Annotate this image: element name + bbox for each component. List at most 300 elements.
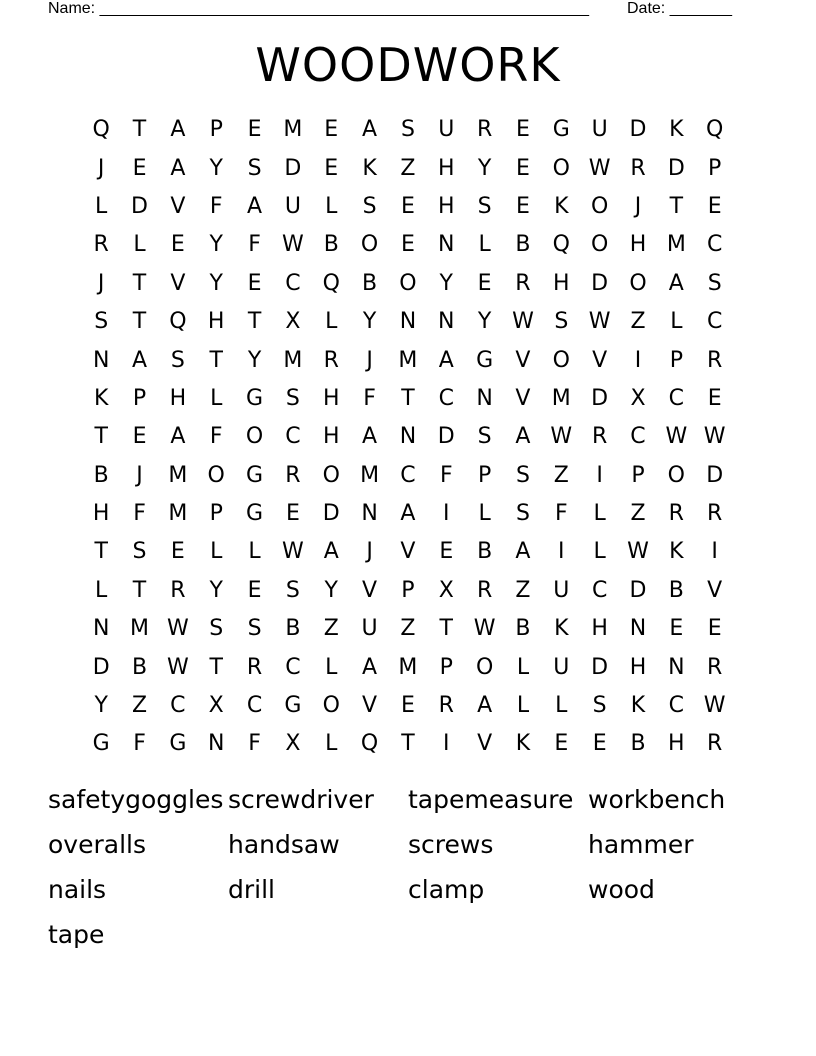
word-bank-item: clamp (408, 875, 485, 904)
grid-letter: L (95, 193, 108, 219)
grid-letter: Y (94, 693, 108, 719)
grid-letter: V (515, 347, 531, 373)
grid-letter: A (362, 654, 378, 680)
grid-letter: B (515, 232, 531, 258)
grid-letter: W (282, 539, 304, 565)
grid-letter: Y (439, 270, 453, 296)
grid-row (82, 648, 734, 686)
grid-letter: L (516, 693, 530, 719)
grid-letter: Q (360, 731, 379, 757)
grid-letter: O (590, 232, 609, 258)
grid-letter: Q (552, 232, 570, 258)
grid-letter: O (590, 193, 609, 219)
grid-letter: E (669, 616, 684, 642)
grid-row (82, 226, 734, 264)
grid-letter: D (92, 654, 110, 680)
grid-letter: Z (400, 155, 416, 181)
grid-letter: E (170, 232, 185, 258)
grid-letter: L (555, 693, 568, 719)
grid-letter: A (362, 117, 378, 143)
grid-letter: Y (209, 577, 223, 603)
grid-letter: G (246, 385, 264, 411)
grid-letter: I (558, 539, 565, 565)
grid-letter: D (322, 501, 340, 527)
grid-letter: X (208, 693, 224, 719)
grid-letter: F (554, 501, 568, 527)
grid-letter: X (285, 309, 301, 335)
grid-letter: A (131, 347, 148, 373)
grid-letter: L (133, 232, 146, 258)
word-bank-item: screwdriver (228, 785, 374, 814)
grid-letter: T (132, 270, 147, 296)
grid-letter: O (399, 270, 417, 296)
word-bank-item: tapemeasure (408, 785, 574, 814)
word-bank-item: drill (228, 875, 275, 904)
grid-letter: O (207, 462, 225, 488)
grid-letter: A (515, 539, 531, 565)
grid-letter: C (630, 424, 646, 450)
grid-letter: N (438, 309, 455, 335)
grid-letter: K (669, 117, 684, 143)
grid-row (82, 265, 734, 303)
grid-letter: U (438, 117, 455, 143)
grid-letter: H (668, 731, 685, 757)
grid-letter: G (92, 731, 110, 757)
grid-letter: N (438, 232, 455, 258)
grid-letter: Q (706, 117, 724, 143)
grid-letter: S (592, 693, 607, 719)
grid-letter: A (477, 693, 493, 719)
grid-letter: U (284, 193, 301, 219)
grid-letter: Y (362, 309, 377, 335)
grid-letter: W (703, 424, 726, 450)
grid-letter: E (285, 501, 300, 527)
grid-row (82, 610, 734, 648)
grid-letter: W (166, 654, 189, 680)
grid-letter: P (132, 385, 147, 411)
grid-letter: B (477, 539, 493, 565)
grid-letter: Z (553, 462, 569, 488)
grid-letter: H (92, 501, 110, 527)
grid-letter: J (97, 270, 105, 296)
grid-letter: P (401, 577, 415, 603)
grid-letter: A (170, 155, 186, 181)
grid-letter: B (362, 270, 378, 296)
grid-letter: E (439, 539, 454, 565)
grid-letter: D (591, 270, 609, 296)
grid-letter: S (247, 155, 262, 181)
grid-letter: B (285, 616, 301, 642)
grid-letter: T (209, 347, 223, 373)
name-field-label: Name: _______________________________________________________ (48, 0, 589, 17)
grid-letter: J (366, 347, 373, 373)
grid-letter: O (629, 270, 647, 296)
grid-letter: A (247, 193, 263, 219)
grid-letter: C (591, 577, 608, 603)
grid-letter: M (360, 462, 380, 488)
grid-letter: G (476, 347, 494, 373)
grid-row (82, 533, 734, 571)
grid-letter: D (706, 462, 724, 488)
grid-letter: L (478, 501, 491, 527)
grid-letter: W (665, 424, 688, 450)
grid-letter: Q (169, 309, 187, 335)
grid-letter: Z (630, 501, 646, 527)
word-bank-item: safetygoggles (48, 785, 224, 814)
grid-letter: H (437, 155, 455, 181)
grid-letter: O (322, 693, 340, 719)
grid-letter: Q (92, 117, 110, 143)
grid-letter: C (706, 309, 723, 335)
grid-letter: D (629, 117, 647, 143)
grid-letter: G (284, 693, 302, 719)
grid-letter: G (169, 731, 187, 757)
grid-letter: G (246, 462, 264, 488)
word-bank (48, 777, 768, 957)
grid-letter: J (634, 193, 642, 219)
grid-letter: P (209, 117, 223, 143)
grid-letter: A (323, 539, 339, 565)
grid-letter: F (133, 731, 146, 757)
grid-letter: E (592, 731, 607, 757)
grid-letter: E (247, 577, 262, 603)
grid-letter: I (443, 501, 450, 527)
grid-letter: B (323, 232, 339, 258)
grid-letter: O (360, 232, 379, 258)
grid-letter: E (132, 155, 147, 181)
grid-letter: C (668, 385, 685, 411)
grid-letter: C (706, 232, 723, 258)
grid-letter: Q (322, 270, 340, 296)
grid-letter: L (248, 539, 261, 565)
grid-letter: U (553, 577, 570, 603)
grid-letter: I (711, 539, 718, 565)
grid-letter: H (207, 309, 225, 335)
grid-letter: K (630, 693, 646, 719)
grid-letter: W (703, 693, 726, 719)
grid-letter: E (516, 155, 530, 181)
grid-letter: J (136, 462, 143, 488)
grid-letter: A (170, 424, 186, 450)
grid-letter: O (552, 155, 570, 181)
grid-letter: C (285, 654, 301, 680)
grid-letter: P (439, 654, 453, 680)
grid-letter: M (283, 117, 303, 143)
grid-letter: Z (515, 577, 531, 603)
word-bank-item: screws (408, 830, 494, 859)
grid-letter: S (247, 616, 262, 642)
grid-letter: V (477, 731, 493, 757)
grid-letter: L (670, 309, 683, 335)
grid-letter: L (325, 193, 338, 219)
grid-letter: D (591, 385, 609, 411)
grid-letter: D (437, 424, 455, 450)
grid-letter: R (246, 654, 263, 680)
grid-letter: D (629, 577, 647, 603)
grid-letter: L (95, 577, 108, 603)
grid-letter: V (170, 270, 186, 296)
grid-letter: T (401, 385, 415, 411)
grid-letter: E (400, 193, 415, 219)
grid-letter: T (401, 731, 415, 757)
grid-letter: O (475, 654, 494, 680)
grid-letter: Y (209, 232, 223, 258)
word-bank-item: handsaw (228, 830, 340, 859)
grid-letter: T (94, 539, 108, 565)
grid-letter: Y (477, 309, 492, 335)
grid-row (82, 149, 734, 187)
grid-letter: A (362, 424, 378, 450)
grid-letter: S (362, 193, 377, 219)
grid-letter: W (550, 424, 573, 450)
grid-letter: F (439, 462, 453, 488)
grid-letter: G (552, 117, 570, 143)
grid-letter: T (247, 309, 262, 335)
grid-letter: O (245, 424, 264, 450)
grid-letter: S (477, 424, 492, 450)
grid-letter: F (248, 731, 261, 757)
grid-letter: F (209, 193, 223, 219)
grid-letter: E (247, 270, 262, 296)
grid-letter: X (438, 577, 454, 603)
grid-letter: V (592, 347, 608, 373)
grid-letter: E (132, 424, 147, 450)
grid-letter: F (248, 232, 261, 258)
grid-letter: U (591, 117, 608, 143)
grid-letter: E (707, 385, 722, 411)
grid-letter: Z (630, 309, 646, 335)
grid-letter: M (398, 654, 418, 680)
grid-letter: E (400, 232, 415, 258)
grid-letter: E (554, 731, 569, 757)
grid-letter: L (478, 232, 491, 258)
grid-letter: N (629, 616, 647, 642)
grid-letter: W (473, 616, 496, 642)
grid-letter: A (170, 117, 186, 143)
grid-letter: C (246, 693, 263, 719)
word-bank-item: hammer (588, 830, 694, 859)
grid-letter: H (629, 232, 647, 258)
grid-letter: E (400, 693, 415, 719)
grid-letter: I (634, 347, 642, 373)
grid-letter: V (362, 577, 378, 603)
grid-letter: K (93, 385, 109, 411)
grid-letter: D (667, 155, 685, 181)
grid-letter: R (707, 731, 723, 757)
grid-letter: F (363, 385, 376, 411)
grid-letter: A (515, 424, 531, 450)
grid-letter: E (707, 193, 722, 219)
grid-letter: S (477, 193, 492, 219)
grid-letter: M (398, 347, 418, 373)
grid-letter: S (170, 347, 185, 373)
grid-letter: C (285, 270, 301, 296)
grid-letter: C (400, 462, 416, 488)
grid-letter: N (92, 616, 110, 642)
grid-row (82, 303, 734, 341)
grid-letter: L (325, 654, 338, 680)
grid-letter: E (707, 616, 722, 642)
grid-letter: E (516, 117, 530, 143)
grid-letter: Y (324, 577, 338, 603)
grid-letter: R (476, 117, 493, 143)
grid-letter: S (515, 501, 530, 527)
grid-letter: W (588, 309, 611, 335)
grid-letter: S (209, 616, 224, 642)
grid-letter: C (438, 385, 454, 411)
grid-letter: H (169, 385, 187, 411)
grid-letter: R (93, 232, 109, 258)
grid-letter: L (593, 539, 606, 565)
grid-letter: Y (209, 270, 223, 296)
grid-letter: T (132, 117, 147, 143)
grid-letter: L (325, 731, 338, 757)
grid-letter: P (669, 347, 683, 373)
grid-letter: L (210, 385, 223, 411)
letter-grid (82, 111, 734, 764)
grid-letter: D (284, 155, 302, 181)
grid-letter: R (515, 270, 531, 296)
grid-letter: H (322, 385, 340, 411)
grid-letter: M (168, 501, 188, 527)
grid-letter: M (551, 385, 571, 411)
grid-letter: H (553, 270, 570, 296)
grid-letter: E (516, 193, 530, 219)
grid-letter: P (477, 462, 492, 488)
grid-letter: K (554, 193, 569, 219)
grid-row (82, 111, 734, 149)
grid-letter: M (666, 232, 686, 258)
word-bank-item: workbench (588, 785, 726, 814)
grid-letter: W (166, 616, 189, 642)
grid-letter: Y (247, 347, 262, 373)
grid-letter: F (133, 501, 146, 527)
grid-letter: K (515, 731, 531, 757)
grid-row (82, 341, 734, 379)
grid-letter: V (362, 693, 378, 719)
grid-letter: L (516, 654, 530, 680)
grid-letter: E (324, 117, 339, 143)
grid-letter: O (322, 462, 340, 488)
grid-row (82, 457, 734, 495)
puzzle-title: WOODWORK (255, 38, 561, 92)
grid-letter: R (438, 693, 454, 719)
grid-letter: J (366, 539, 373, 565)
grid-letter: Y (209, 155, 223, 181)
grid-letter: L (593, 501, 606, 527)
grid-row (82, 188, 734, 226)
grid-letter: I (596, 462, 603, 488)
grid-letter: Z (400, 616, 416, 642)
grid-letter: A (668, 270, 684, 296)
grid-row (82, 380, 734, 418)
grid-letter: R (170, 577, 186, 603)
grid-letter: O (667, 462, 685, 488)
grid-letter: I (443, 731, 450, 757)
grid-letter: N (399, 309, 417, 335)
grid-letter: E (477, 270, 492, 296)
grid-letter: T (132, 309, 147, 335)
grid-letter: Y (477, 155, 492, 181)
grid-row (82, 725, 734, 763)
grid-letter: M (283, 347, 303, 373)
grid-letter: N (668, 654, 685, 680)
grid-letter: E (170, 539, 185, 565)
grid-letter: Z (323, 616, 339, 642)
grid-letter: C (285, 424, 301, 450)
grid-letter: O (552, 347, 570, 373)
grid-letter: S (515, 462, 530, 488)
grid-letter: P (708, 155, 722, 181)
grid-letter: B (515, 616, 531, 642)
grid-letter: J (97, 155, 105, 181)
word-bank-item: tape (48, 920, 105, 949)
grid-letter: R (630, 155, 646, 181)
grid-letter: T (439, 616, 453, 642)
grid-letter: W (512, 309, 534, 335)
grid-letter: Z (131, 693, 148, 719)
grid-letter: L (210, 539, 223, 565)
grid-letter: S (400, 117, 415, 143)
grid-letter: S (94, 309, 109, 335)
grid-row (82, 418, 734, 456)
grid-letter: K (362, 155, 377, 181)
grid-letter: W (588, 155, 611, 181)
grid-letter: S (707, 270, 722, 296)
grid-letter: N (207, 731, 225, 757)
grid-letter: L (325, 309, 338, 335)
grid-letter: K (554, 616, 569, 642)
grid-letter: D (131, 193, 148, 219)
grid-letter: U (361, 616, 378, 642)
grid-letter: T (669, 193, 684, 219)
grid-letter: H (629, 654, 647, 680)
grid-letter: V (400, 539, 416, 565)
grid-letter: T (132, 577, 147, 603)
grid-letter: W (627, 539, 649, 565)
grid-letter: R (668, 501, 684, 527)
grid-letter: B (630, 731, 646, 757)
grid-letter: M (130, 616, 149, 642)
grid-letter: D (591, 654, 609, 680)
grid-letter: A (438, 347, 454, 373)
grid-letter: T (209, 654, 223, 680)
grid-letter: U (553, 654, 570, 680)
grid-letter: R (707, 347, 723, 373)
grid-letter: R (707, 501, 723, 527)
grid-letter: V (515, 385, 531, 411)
word-bank-item: overalls (48, 830, 146, 859)
grid-letter: X (285, 731, 301, 757)
grid-letter: N (92, 347, 110, 373)
grid-letter: W (282, 232, 304, 258)
grid-letter: R (591, 424, 608, 450)
grid-letter: H (322, 424, 340, 450)
grid-letter: P (631, 462, 645, 488)
grid-row (82, 495, 734, 533)
grid-letter: R (476, 577, 493, 603)
grid-letter: N (399, 424, 417, 450)
grid-letter: G (246, 501, 264, 527)
word-bank-item: wood (588, 875, 655, 904)
grid-letter: M (168, 462, 188, 488)
grid-letter: S (285, 577, 300, 603)
grid-letter: B (93, 462, 109, 488)
date-field-label: Date: _______ (627, 0, 732, 17)
grid-letter: R (285, 462, 301, 488)
grid-letter: E (324, 155, 339, 181)
grid-letter: S (285, 385, 300, 411)
